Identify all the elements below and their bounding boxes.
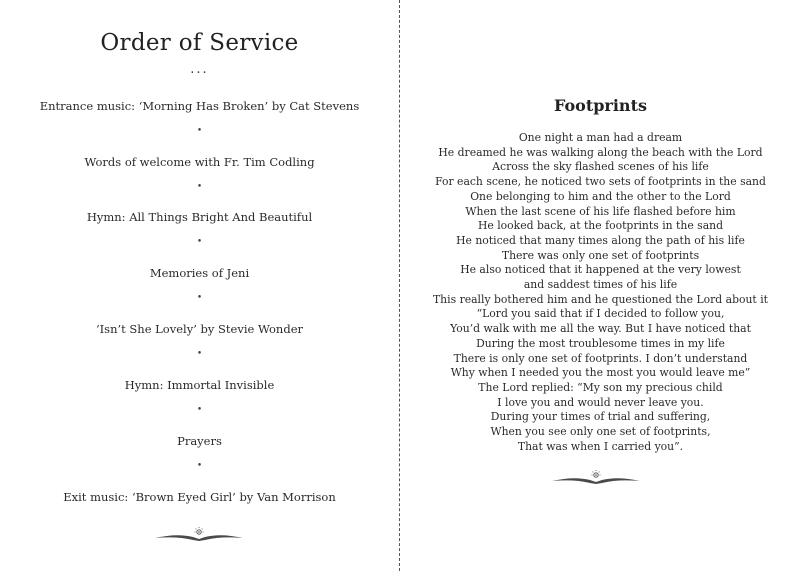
poem-line: and saddest times of his life — [523, 278, 678, 292]
poem-line: This really bothered him and he questioned the Lord about it — [432, 292, 768, 306]
page-fold-line — [399, 0, 400, 571]
poem-line: When you see only one set of footprints, — [490, 425, 711, 439]
flourish-ornament-icon — [153, 526, 245, 544]
poem-line: During the most troublesome times in my life — [476, 336, 725, 350]
title-ellipsis: ... — [190, 62, 209, 77]
poem-line: There was only one set of footprints — [501, 248, 700, 262]
poem-line: He noticed that many times along the path of his life — [456, 233, 745, 247]
item-separator: • — [196, 461, 203, 471]
poem-line: “Lord you said that if I decided to follow you, — [476, 307, 725, 321]
order-of-service-page — [0, 0, 399, 571]
item-separator: • — [196, 182, 203, 192]
service-item-prayers: Prayers — [177, 434, 222, 448]
poem-line: He looked back, at the footprints in the sand — [477, 219, 723, 233]
item-separator: • — [196, 405, 203, 415]
footprints-title: Footprints — [554, 96, 647, 115]
poem-line: When the last scene of his life flashed before him — [465, 204, 736, 218]
service-item-welcome: Words of welcome with Fr. Tim Codling — [84, 155, 315, 169]
service-item-hymn-2: Hymn: Immortal Invisible — [124, 378, 275, 392]
service-item-memories: Memories of Jeni — [149, 266, 250, 280]
poem-line: Why when I needed you the most you would leave me” — [450, 366, 751, 380]
poem-line: I love you and would never leave you. — [497, 395, 704, 409]
item-separator: • — [196, 237, 203, 247]
poem-line: There is only one set of footprints. I don’t understand — [453, 351, 748, 365]
footprints-page — [401, 0, 800, 571]
item-separator: • — [196, 293, 203, 303]
poem-line: One belonging to him and the other to the Lord — [470, 189, 731, 203]
service-item-hymn-1: Hymn: All Things Bright And Beautiful — [86, 210, 313, 224]
order-of-service-title: Order of Service — [100, 30, 299, 56]
poem-line: One night a man had a dream — [518, 131, 683, 144]
poem-line: He dreamed he was walking along the beach with the Lord — [438, 145, 763, 159]
service-item-song: ‘Isn’t She Lovely’ by Stevie Wonder — [95, 322, 304, 336]
poem-line: He also noticed that it happened at the very lowest — [460, 263, 741, 277]
item-separator: • — [196, 126, 203, 136]
flourish-ornament-icon — [550, 469, 642, 487]
poem-line: Across the sky flashed scenes of his life — [492, 160, 709, 174]
footprints-poem — [401, 131, 800, 454]
poem-line: For each scene, he noticed two sets of footprints in the sand — [435, 175, 766, 189]
poem-line: The Lord replied: “My son my precious child — [478, 380, 723, 394]
poem-line: That was when I carried you”. — [517, 439, 684, 453]
service-item-entrance-music: Entrance music: ‘Morning Has Broken’ by Cat Stevens — [39, 99, 360, 113]
item-separator: • — [196, 349, 203, 359]
poem-line: You’d walk with me all the way. But I have noticed that — [450, 322, 751, 336]
poem-line: During your times of trial and suffering, — [490, 410, 711, 424]
service-item-exit-music: Exit music: ‘Brown Eyed Girl’ by Van Morrison — [63, 490, 336, 504]
